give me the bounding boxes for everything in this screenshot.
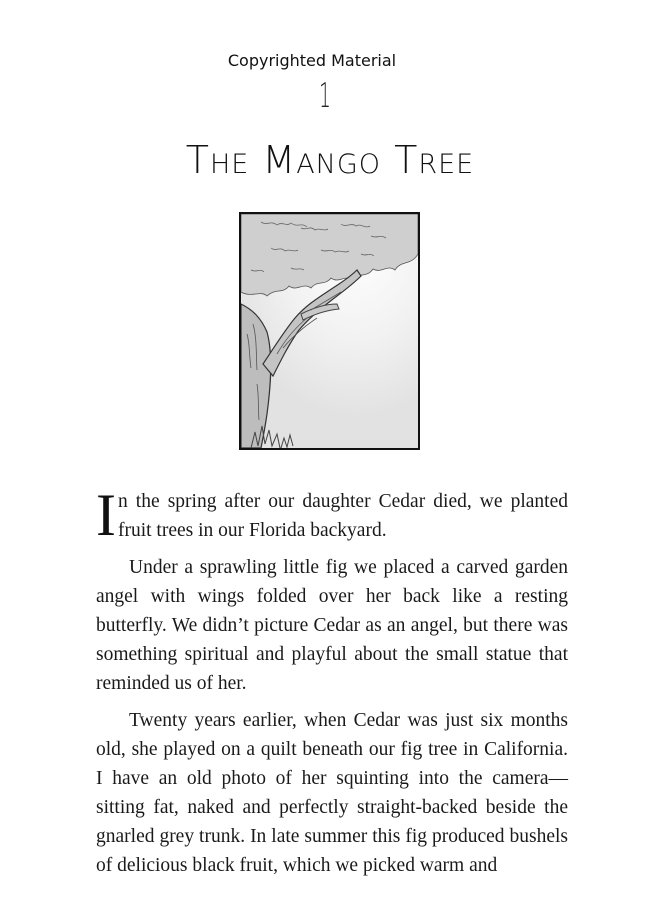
copyright-notice: Copyrighted Material [227, 51, 397, 70]
chapter-title: The Mango Tree [185, 138, 475, 182]
chapter-number: 1 [319, 76, 331, 116]
chapter-body [96, 482, 568, 888]
paragraph-2: Under a sprawling little fig we placed a carved garden angel with wings folded over her back like a resting butterfly. We didn’t picture Cedar as an angel, but there was something spiritual and playful about the small statue that reminded us of her. [96, 557, 568, 694]
paragraph-3: Twenty years earlier, when Cedar was just six months old, she played on a quilt beneath our fig tree in California. I have an old photo of her squinting into the camera— sitting fat, naked and perfectly straight-backed beside the gnarled grey trunk. In late summer this fig produced bushels of delicious black fruit, which we picked warm and [96, 710, 568, 876]
tree-trunk-drawing-icon [241, 214, 418, 448]
drop-cap: I [96, 482, 116, 548]
paragraph-1-text: n the spring after our daughter Cedar died, we planted fruit trees in our Florida backyard. [117, 491, 568, 541]
paragraph-1 [96, 482, 568, 548]
chapter-illustration [239, 212, 420, 450]
